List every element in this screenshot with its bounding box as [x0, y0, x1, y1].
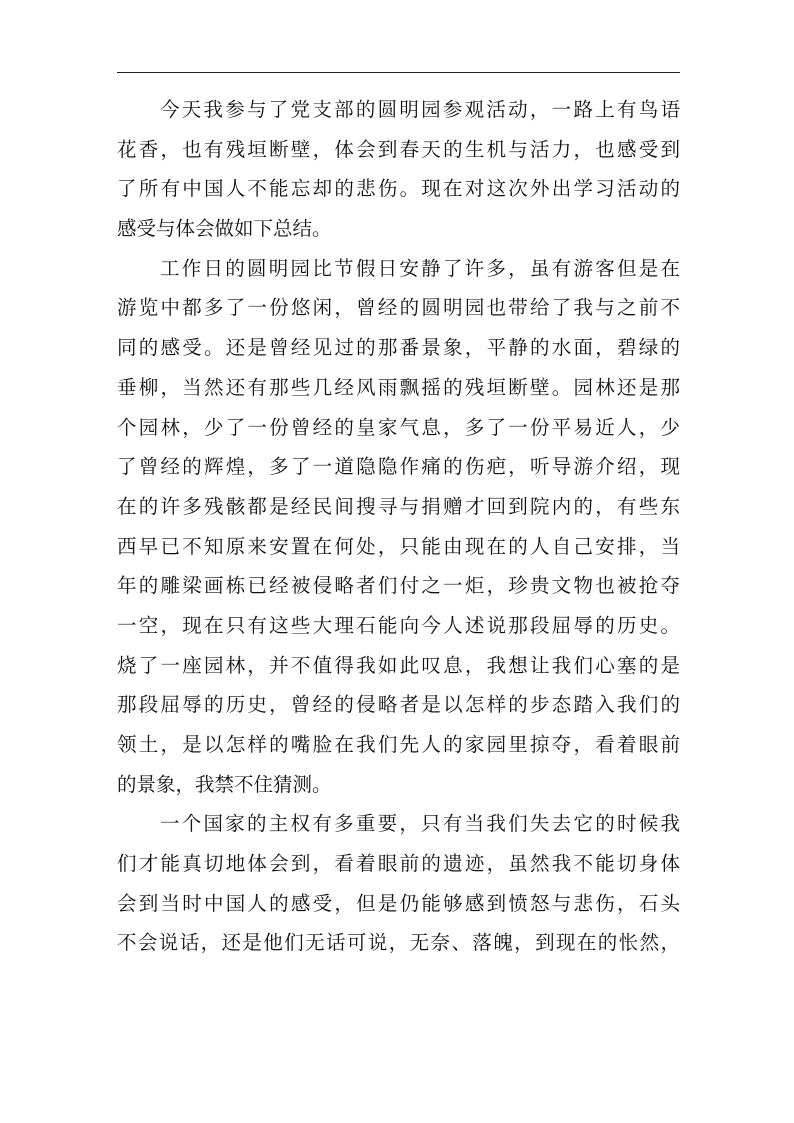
text-line: 们才能真切地体会到，看着眼前的遗迹，虽然我不能切身体: [117, 852, 680, 876]
text-line: 那段屈辱的历史，曾经的侵略者是以怎样的步态踏入我们的: [117, 693, 680, 717]
document-body: [117, 90, 680, 963]
text-line: 的景象，我禁不住猜测。: [117, 772, 332, 796]
text-line: 了曾经的辉煌，多了一道隐隐作痛的伤疤，听导游介绍，现: [117, 455, 680, 479]
text-line: 不会说话，还是他们无话可说，无奈、落魄，到现在的怅然，: [117, 931, 680, 955]
text-line: 领土，是以怎样的嘴脸在我们先人的家园里掠夺，看着眼前: [117, 733, 680, 756]
text-line: 垂柳，当然还有那些几经风雨飘摇的残垣断壁。园林还是那: [117, 375, 680, 399]
text-line: 个园林，少了一份曾经的皇家气息，多了一份平易近人，少: [117, 415, 680, 439]
text-line: 今天我参与了党支部的圆明园参观活动，一路上有鸟语: [160, 98, 680, 121]
text-line: 工作日的圆明园比节假日安静了许多，虽有游客但是在: [160, 256, 680, 280]
text-line: 花香，也有残垣断壁，体会到春天的生机与活力，也感受到: [117, 137, 680, 161]
text-line: 感受与体会做如下总结。: [117, 217, 332, 241]
text-line: 同的感受。还是曾经见过的那番景象，平静的水面，碧绿的: [117, 336, 680, 360]
text-line: 了所有中国人不能忘却的悲伤。现在对这次外出学习活动的: [117, 177, 680, 201]
text-line: 烧了一座园林，并不值得我如此叹息，我想让我们心塞的是: [117, 653, 680, 677]
header-rule: [117, 72, 680, 73]
text-line: 在的许多残骸都是经民间搜寻与捐赠才回到院内的，有些东: [117, 494, 680, 518]
text-line: 西早已不知原来安置在何处，只能由现在的人自己安排，当: [117, 534, 680, 558]
text-line: 一空，现在只有这些大理石能向今人述说那段屈辱的历史。: [117, 613, 680, 637]
text-line: 年的雕梁画栋已经被侵略者们付之一炬，珍贵文物也被抢夺: [117, 574, 680, 598]
text-line: 会到当时中国人的感受，但是仍能够感到愤怒与悲伤，石头: [117, 891, 680, 915]
text-line: 游览中都多了一份悠闲，曾经的圆明园也带给了我与之前不: [117, 296, 680, 320]
text-line: 一个国家的主权有多重要，只有当我们失去它的时候我: [160, 812, 680, 836]
